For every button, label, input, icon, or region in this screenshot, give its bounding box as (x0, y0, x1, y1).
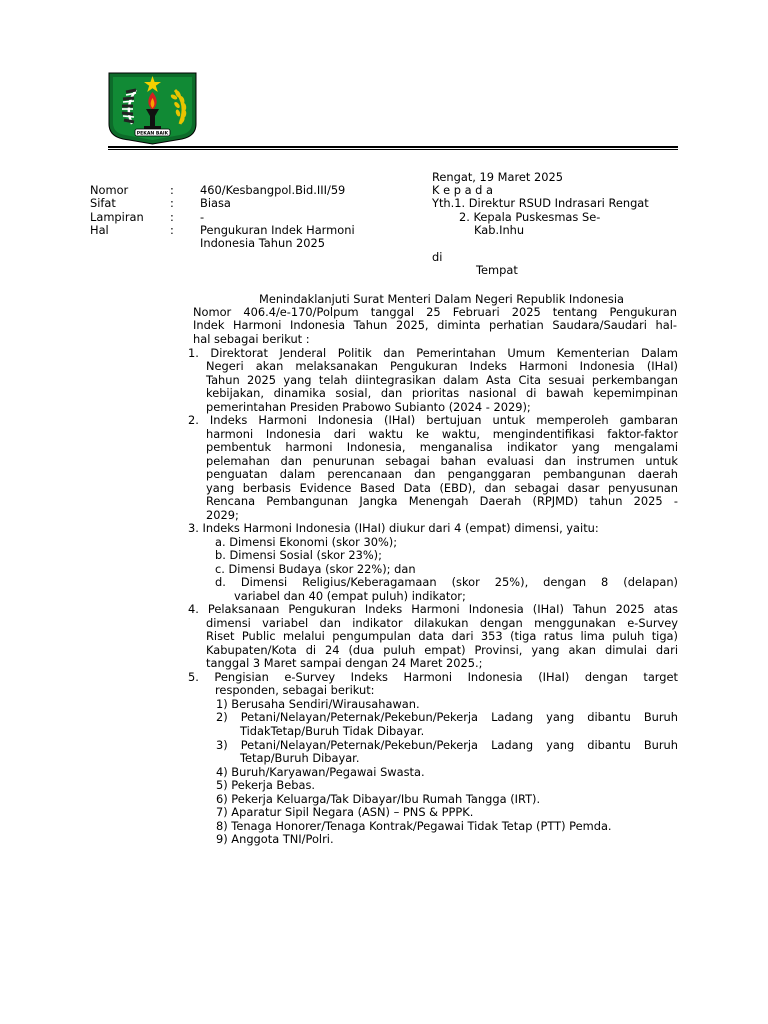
meta-label-lampiran: Lampiran (90, 210, 144, 224)
intro-line: Nomor 406.4/e-170/Polpum tanggal 25 Februari 2025 tentang Pengukuran (193, 305, 677, 319)
addressee-kepada: K e p a d a (432, 183, 494, 197)
respondent-item: 2) Petani/Nelayan/Peternak/Pekebun/Pekerja Ladang yang dibantu Buruh (216, 710, 678, 724)
intro-line: Menindaklanjuti Surat Menteri Dalam Negeri Republik Indonesia (259, 292, 625, 306)
meta-value-hal: Pengukuran Indek Harmoni (200, 223, 355, 237)
point-1-line: Negeri akan melaksanakan Pengukuran Indeks Harmoni Indonesia (IHaI) (206, 359, 678, 373)
meta-colon: : (170, 210, 174, 224)
meta-value-nomor: 460/Kesbangpol.Bid.III/59 (200, 183, 346, 197)
svg-text:PEKAN BAIK: PEKAN BAIK (136, 131, 169, 137)
point-2-line: Rencana Pembangunan Jangka Menengah Daerah (RPJMD) tahun 2025 - (206, 494, 678, 508)
point-1-line: pemerintahan Presiden Prabowo Subianto (2024 - 2029); (206, 400, 531, 414)
point-2-line: pembentuk harmoni Indonesia, menganalisa indikator yang mengalami (206, 440, 678, 454)
meta-value-hal-continued: Indonesia Tahun 2025 (200, 236, 326, 250)
meta-label-sifat: Sifat (90, 196, 116, 210)
respondent-item: 6) Pekerja Keluarga/Tak Dibayar/Ibu Rumah Tangga (IRT). (216, 792, 541, 806)
meta-label-nomor: Nomor (90, 183, 129, 197)
addressee-line-2: 2. Kepala Puskesmas Se- (459, 210, 601, 224)
point-3-item-a: a. Dimensi Ekonomi (skor 30%); (215, 535, 398, 549)
point-2-line: harmoni Indonesia dari waktu ke waktu, mengindentifikasi faktor-faktor (206, 427, 678, 441)
respondent-item-continued: Tetap/Buruh Dibayar. (240, 751, 360, 765)
respondent-item: 7) Aparatur Sipil Negara (ASN) – PNS & PPPK. (216, 805, 474, 819)
point-4-line: tanggal 3 Maret sampai dengan 24 Maret 2025.; (206, 656, 483, 670)
meta-label-hal: Hal (90, 223, 109, 237)
letterhead-rule-thin (108, 149, 678, 150)
point-2-line: yang berbasis Evidence Based Data (EBD), dan sebagai dasar penyusunan (206, 481, 678, 495)
meta-value-sifat: Biasa (200, 196, 231, 210)
point-3-item-b: b. Dimensi Sosial (skor 23%); (215, 548, 382, 562)
point-5-heading: 5. Pengisian e-Survey Indeks Harmoni Indonesia (IHaI) dengan target (188, 670, 678, 684)
addressee-tempat: Tempat (476, 263, 518, 277)
meta-colon: : (170, 183, 174, 197)
respondent-item: 8) Tenaga Honorer/Tenaga Kontrak/Pegawai Tidak Tetap (PTT) Pemda. (216, 819, 612, 833)
point-4-line: dimensi variabel dan indikator dilakukan dengan menggunakan e-Survey (206, 616, 678, 630)
point-3-item-d-continued: variabel dan 40 (empat puluh) indikator; (234, 589, 466, 603)
dateline: Rengat, 19 Maret 2025 (432, 170, 563, 184)
respondent-item: 1) Berusaha Sendiri/Wirausahawan. (216, 697, 420, 711)
point-3-item-c: c. Dimensi Budaya (skor 22%); dan (215, 562, 416, 576)
point-1-line: Tahun 2025 yang telah diintegrasikan dalam Asta Cita sesuai perkembangan (206, 373, 678, 387)
point-4-line: Riset Public melalui pengumpulan data dari 353 (tiga ratus lima puluh tiga) (206, 629, 678, 643)
point-1-line: 1. Direktorat Jenderal Politik dan Pemerintahan Umum Kementerian Dalam (188, 346, 678, 360)
point-2-line: pelemahan dan penurunan sebagai bahan evaluasi dan instrumen untuk (206, 454, 678, 468)
intro-line: Indek Harmoni Indonesia Tahun 2025, diminta perhatian Saudara/Saudari hal- (193, 318, 677, 332)
point-2-line: 2029; (206, 508, 239, 522)
meta-colon: : (170, 223, 174, 237)
meta-value-lampiran: - (200, 210, 205, 224)
respondent-item-continued: TidakTetap/Buruh Tidak Dibayar. (240, 724, 425, 738)
regency-coat-of-arms-icon (108, 72, 197, 145)
letterhead-rule-thick (108, 146, 678, 148)
point-4-line: Kabupaten/Kota di 24 (dua puluh empat) Provinsi, yang akan dimulai dari (206, 643, 678, 657)
point-4-line: 4. Pelaksanaan Pengukuran Indeks Harmoni Indonesia (IHaI) Tahun 2025 atas (188, 602, 678, 616)
point-3-heading: 3. Indeks Harmoni Indonesia (IHaI) diukur dari 4 (empat) dimensi, yaitu: (188, 521, 599, 535)
respondent-item: 5) Pekerja Bebas. (216, 778, 316, 792)
respondent-item: 9) Anggota TNI/Polri. (216, 832, 334, 846)
addressee-di: di (432, 250, 443, 264)
intro-line: hal sebagai berikut : (193, 332, 310, 346)
respondent-item: 3) Petani/Nelayan/Peternak/Pekebun/Pekerja Ladang yang dibantu Buruh (216, 738, 678, 752)
point-5-heading-continued: responden, sebagai berikut: (215, 683, 375, 697)
point-3-item-d: d. Dimensi Religius/Keberagamaan (skor 25%), dengan 8 (delapan) (215, 575, 678, 589)
point-2-line: penguatan dalam perencanaan dan penganggaran pembangunan daerah (206, 467, 678, 481)
addressee-line-1: Yth.1. Direktur RSUD Indrasari Rengat (432, 196, 649, 210)
point-2-line: 2. Indeks Harmoni Indonesia (IHaI) bertujuan untuk memperoleh gambaran (188, 413, 678, 427)
addressee-line-3: Kab.Inhu (474, 223, 525, 237)
point-1-line: kebijakan, dinamika sosial, dan prioritas nasional di bawah kepemimpinan (206, 386, 678, 400)
respondent-item: 4) Buruh/Karyawan/Pegawai Swasta. (216, 765, 425, 779)
meta-colon: : (170, 196, 174, 210)
